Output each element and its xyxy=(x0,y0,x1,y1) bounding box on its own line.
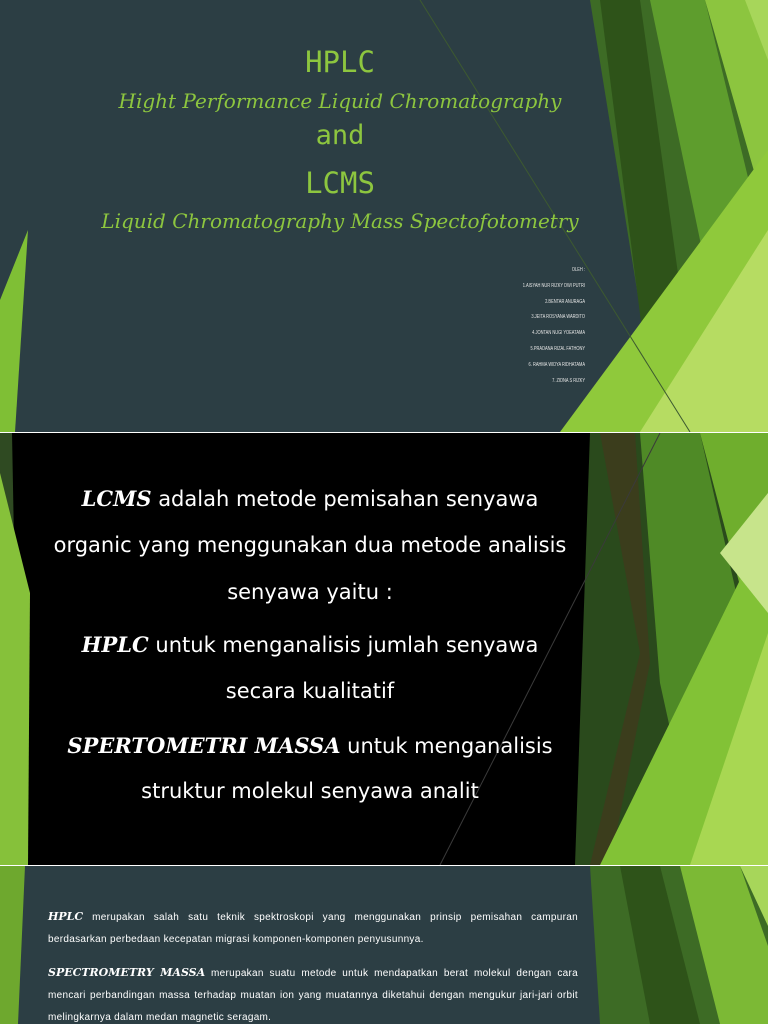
slide-definitions xyxy=(0,866,768,1024)
text-line: struktur molekul senyawa analit xyxy=(141,779,479,803)
text-line: adalah metode pemisahan senyawa xyxy=(151,487,539,511)
paragraph-hplc-definition xyxy=(48,906,578,951)
author-line: 1.AISYAH NUR RIZKY DWI PUTRI xyxy=(522,282,585,289)
text-line: untuk menganalisis jumlah senyawa xyxy=(148,633,539,657)
keyword-spertometri-massa: SPERTOMETRI MASSA xyxy=(67,733,341,758)
title-hplc: HPLC xyxy=(305,45,375,79)
paragraph-text: merupakan suatu metode untuk mendapatkan berat molekul dengan cara mencari perbandingan massa terhadap muatan ion yang muatannya diketahui dengan mengukur jari-jari orbit melingkarnya dalam medan magnetic seragam. xyxy=(48,968,578,1023)
author-line: OLEH : xyxy=(571,267,585,273)
title-lcms: LCMS xyxy=(305,166,375,200)
paragraph-hplc xyxy=(0,621,620,669)
text-line: organic yang menggunakan dua metode analisis xyxy=(53,533,567,557)
keyword-spectrometry-massa: SPECTROMETRY MASSA xyxy=(48,966,206,979)
paragraph-spectrometry-definition xyxy=(48,962,578,1024)
connector-and: and xyxy=(315,120,365,151)
author-line: 2.BENTAR ANURAGA xyxy=(545,298,585,305)
subtitle-lcms: Liquid Chromatography Mass Spectofotometry xyxy=(101,209,579,233)
author-line: 5.PRADANA RIZAL FATHONY xyxy=(530,345,585,352)
paragraph-spectrometry xyxy=(0,722,620,770)
slide-lcms-definition xyxy=(0,433,768,865)
author-line: 4.JONTAN NUGI YOEATAMA xyxy=(532,330,585,337)
subtitle-hplc: Hight Performance Liquid Chromatography xyxy=(118,89,562,113)
text-line: secara kualitatif xyxy=(225,679,395,703)
paragraph-text: merupakan salah satu teknik spektroskopi yang menggunakan prinsip pemisahan campuran berdasarkan perbedaan kecepatan migrasi komponen-komponen penyusunnya. xyxy=(48,912,578,945)
text-line: senyawa yaitu : xyxy=(227,580,393,604)
keyword-hplc: HPLC xyxy=(48,910,84,923)
author-line: 7. ZIDNA S RIZKY xyxy=(552,377,585,384)
author-line: 6. RAHMA WIDYA RIDHATAMA xyxy=(528,361,585,368)
author-line: 3.JEITA ROSYANA WARDITO xyxy=(531,314,585,321)
author-list xyxy=(380,263,585,389)
paragraph-lcms xyxy=(0,475,620,523)
keyword-lcms: LCMS xyxy=(81,486,152,511)
keyword-hplc: HPLC xyxy=(81,632,149,657)
text-line: untuk menganalisis xyxy=(340,734,553,758)
slide-title xyxy=(0,0,768,432)
